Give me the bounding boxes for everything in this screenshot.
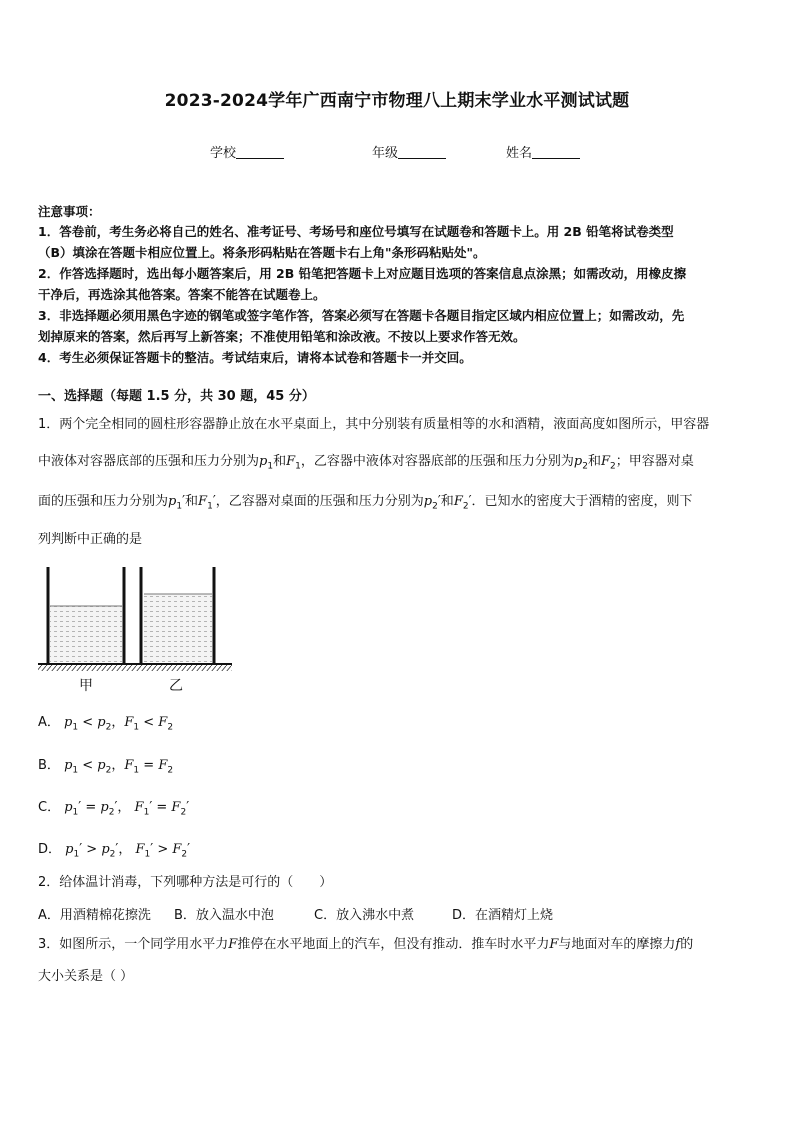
school-field	[210, 142, 284, 161]
notice-item: 干净后，再选涂其他答案。答案不能答在试题卷上。	[38, 287, 326, 302]
q1-option-c[interactable]: C． $p_1' = p_2'$， $F_1' = F_2'$	[38, 800, 190, 818]
name-label: 姓名	[506, 146, 533, 161]
q1-line-2: 中液体对容器底部的压强和压力分别为$p_1$和$F_1$，乙容器中液体对容器底部的压强和压力分别为$p_2$和$F_2$；甲容器对桌	[38, 454, 694, 472]
notice-item: 1．答卷前，考生务必将自己的姓名、准考证号、考场号和座位号填写在试题卷和答题卡上。用 2B 铅笔将试卷类型	[38, 224, 674, 239]
q3-line-2: 大小关系是（ ）	[38, 969, 134, 984]
school-blank[interactable]	[236, 146, 284, 159]
notice-item: （B）填涂在答题卡相应位置上。将条形码粘贴在答题卡右上角"条形码粘贴处"。	[38, 245, 486, 260]
q1-line-3: 面的压强和压力分别为$p_1'$和$F_1'$，乙容器对桌面的压强和压力分别为$p_2'$和$F_2'$．已知水的密度大于酒精的密度，则下	[38, 494, 693, 512]
q1-option-d[interactable]: D． $p_1' > p_2'$， $F_1' > F_2'$	[38, 842, 191, 860]
right-liquid	[144, 594, 212, 662]
q2-option-a[interactable]: A．用酒精棉花擦洗	[38, 908, 151, 923]
q1-line-4: 列判断中正确的是	[38, 532, 143, 547]
q3-line-1: 3．如图所示，一个同学用水平力F推停在水平地面上的汽车，但没有推动．推车时水平力F与地面对车的摩擦力f的	[38, 937, 694, 952]
right-container-label: 乙	[169, 678, 183, 694]
notice-item: 划掉原来的答案，然后再写上新答案；不准使用铅笔和涂改液。不按以上要求作答无效。	[38, 329, 526, 344]
q1-option-b[interactable]: B． $p_1 < p_2$，$F_1 = F_2$	[38, 758, 174, 776]
q2-stem: 2．给体温计消毒，下列哪种方法是可行的（ ）	[38, 875, 333, 890]
containers-figure	[36, 564, 236, 694]
notice-heading: 注意事项：	[38, 204, 101, 219]
name-field	[506, 142, 580, 161]
notice-item: 4．考生必须保证答题卡的整洁。考试结束后，请将本试卷和答题卡一并交回。	[38, 350, 472, 365]
page-title: 2023-2024学年广西南宁市物理八上期末学业水平测试试题	[164, 91, 630, 111]
q1-option-a[interactable]: A． $p_1 < p_2$，$F_1 < F_2$	[38, 715, 174, 733]
left-container-label: 甲	[79, 678, 93, 694]
left-liquid	[50, 606, 122, 662]
grade-field	[372, 142, 446, 161]
section-heading: 一、选择题（每题 1.5 分，共 30 题，45 分）	[38, 389, 315, 404]
q1-line-1: 1．两个完全相同的圆柱形容器静止放在水平桌面上，其中分别装有质量相等的水和酒精，液面高度如图所示，甲容器	[38, 417, 710, 432]
notice-item: 2．作答选择题时，选出每小题答案后，用 2B 铅笔把答题卡上对应题目选项的答案信息点涂黑；如需改动，用橡皮擦	[38, 266, 687, 281]
notice-item: 3．非选择题必须用黑色字迹的钢笔或签字笔作答，答案必须写在答题卡各题目指定区域内相应位置上；如需改动，先	[38, 308, 685, 323]
q2-option-b[interactable]: B．放入温水中泡	[174, 908, 274, 923]
grade-blank[interactable]	[398, 146, 446, 159]
name-blank[interactable]	[532, 146, 580, 159]
q2-option-d[interactable]: D．在酒精灯上烧	[452, 908, 554, 923]
q2-option-c[interactable]: C．放入沸水中煮	[314, 908, 415, 923]
grade-label: 年级	[372, 146, 399, 161]
school-label: 学校	[210, 146, 237, 161]
